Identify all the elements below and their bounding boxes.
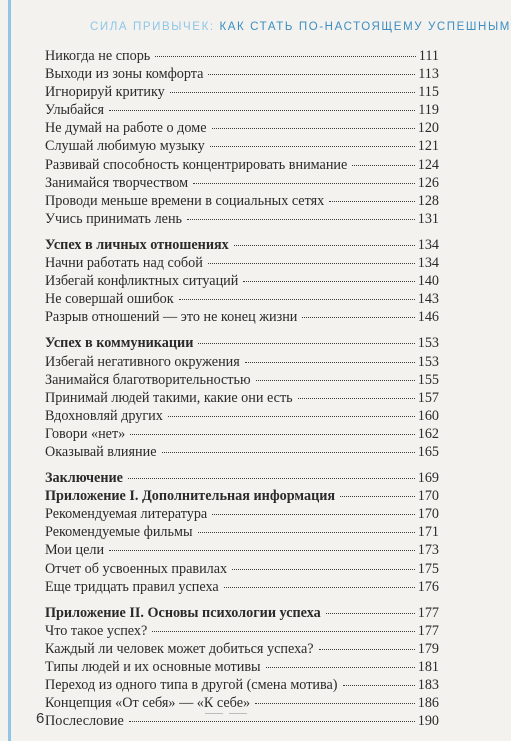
toc-entry-page: 153 <box>417 335 439 352</box>
toc-entry-page: 153 <box>417 353 439 370</box>
toc-entry <box>45 389 439 407</box>
toc-entry-title: Приложение II. Основы психологии успеха <box>45 604 321 621</box>
dot-leader <box>343 685 415 686</box>
dot-leader <box>302 317 414 318</box>
dot-leader <box>162 452 415 453</box>
toc-entry-title: Занимайся благотворительностью <box>45 371 251 388</box>
toc-entry-title: Приложение I. Дополнительная информация <box>45 488 336 505</box>
dot-leader <box>298 398 415 399</box>
toc-entry-page: 186 <box>417 695 439 712</box>
toc-entry <box>45 83 439 101</box>
toc-entry <box>45 254 439 272</box>
toc-entry <box>45 505 439 523</box>
toc-entry-page: 155 <box>417 371 439 388</box>
dot-leader <box>352 165 414 166</box>
toc-entry-title: Говори «нет» <box>45 425 126 442</box>
toc-entry-title: Не думай на работе о доме <box>45 120 207 137</box>
toc-entry-page: 119 <box>418 102 439 119</box>
toc-entry-page: 113 <box>418 66 439 83</box>
toc-entry-page: 170 <box>417 506 439 523</box>
toc-entry <box>45 676 439 694</box>
toc-entry-page: 115 <box>418 84 439 101</box>
dot-leader <box>155 56 416 57</box>
toc-entry-page: 177 <box>417 622 439 639</box>
toc-entry-title: Избегай негативного окружения <box>45 353 240 370</box>
toc-entry-title: Начни работать над собой <box>45 255 203 272</box>
toc-entry-page: 143 <box>417 291 439 308</box>
toc-entry-page: 171 <box>417 524 439 541</box>
dot-leader <box>256 380 415 381</box>
dot-leader <box>329 201 414 202</box>
toc-entry <box>45 308 439 326</box>
toc-entry-title: Выходи из зоны комфорта <box>45 66 204 83</box>
toc-entry-page: 131 <box>417 210 439 227</box>
toc-entry <box>45 658 439 676</box>
toc-entry <box>45 371 439 389</box>
toc-entry-title: Никогда не спорь <box>45 48 151 64</box>
toc-entry <box>45 156 439 174</box>
toc-entry-title: Заключение <box>45 470 123 487</box>
toc-entry-page: 134 <box>417 255 439 272</box>
toc-entry-title: Концепция «От себя» — «К себе» <box>45 695 251 712</box>
toc-entry-page: 140 <box>417 273 439 290</box>
toc-entry <box>45 640 439 658</box>
toc-entry <box>45 290 439 308</box>
spine-line <box>8 0 11 741</box>
toc-entry <box>45 712 439 730</box>
toc-entry <box>45 407 439 425</box>
toc-entry-page: 162 <box>417 425 439 442</box>
toc-entry <box>45 523 439 541</box>
dot-leader <box>255 703 415 704</box>
section-gap <box>45 596 439 604</box>
toc-entry-page: 128 <box>417 192 439 209</box>
toc-entry-page: 176 <box>417 578 439 595</box>
divider <box>205 713 223 714</box>
toc-entry <box>45 541 439 559</box>
dot-leader <box>234 245 415 246</box>
toc-entry <box>45 353 439 371</box>
toc-entry-page: 134 <box>417 236 439 253</box>
section-gap <box>45 228 439 236</box>
toc-entry-title: Переход из одного типа в другой (смена мотива) <box>45 677 338 694</box>
toc-entry-page: 175 <box>417 560 439 577</box>
page-number: 6 <box>36 710 45 727</box>
toc-entry-title: Слушай любимую музыку <box>45 138 205 155</box>
divider <box>229 713 247 714</box>
toc-entry-page: 124 <box>417 156 439 173</box>
toc-entry-title: Мои цели <box>45 542 105 559</box>
toc-entry-title: Улыбайся <box>45 102 104 119</box>
dot-leader <box>326 613 415 614</box>
dot-leader <box>232 569 415 570</box>
running-head <box>90 21 511 33</box>
dot-leader <box>130 434 414 435</box>
toc-entry-page: 169 <box>417 470 439 487</box>
toc-entry <box>45 192 439 210</box>
toc-entry-page: 165 <box>417 443 439 460</box>
dot-leader <box>179 299 415 300</box>
toc-entry-title: Не совершай ошибок <box>45 291 174 308</box>
dot-leader <box>266 667 415 668</box>
toc-entry <box>45 65 439 83</box>
dot-leader <box>187 219 415 220</box>
toc-entry <box>45 578 439 596</box>
dot-leader <box>168 416 415 417</box>
toc-entry-title: Рекомендуемая литература <box>45 506 208 523</box>
toc-entry-title: Послесловие <box>45 713 124 730</box>
toc-entry <box>45 137 439 155</box>
toc-entry-title: Рекомендуемые фильмы <box>45 524 193 541</box>
toc-section-heading <box>45 604 439 622</box>
dot-leader <box>170 92 415 93</box>
toc-entry <box>45 119 439 137</box>
toc-entry-title: Еще тридцать правил успеха <box>45 578 219 595</box>
toc-entry-page: 160 <box>417 407 439 424</box>
toc-entry-title: Вдохновляй других <box>45 407 163 424</box>
dot-leader <box>319 649 415 650</box>
toc-section-heading <box>45 236 439 254</box>
toc-entry-title: Избегай конфликтных ситуаций <box>45 273 239 290</box>
dot-leader <box>128 478 415 479</box>
toc-entry-page: 121 <box>417 138 439 155</box>
toc-entry <box>45 443 439 461</box>
toc-entry-title: Каждый ли человек может добиться успеха? <box>45 640 314 657</box>
book-title: СИЛА ПРИВЫЧЕК: <box>90 21 215 33</box>
toc-entry-page: 111 <box>418 48 439 64</box>
toc-entry-title: Оказывай влияние <box>45 443 157 460</box>
toc-section-heading <box>45 487 439 505</box>
dot-leader <box>210 146 415 147</box>
toc-entry-title: Успех в личных отношениях <box>45 236 229 253</box>
toc-entry-title: Развивай способность концентрировать внимание <box>45 156 348 173</box>
toc-entry-title: Занимайся творчеством <box>45 174 189 191</box>
dot-leader <box>152 631 414 632</box>
toc-entry <box>45 272 439 290</box>
toc-entry-title: Отчет об усвоенных правилах <box>45 560 228 577</box>
toc-entry <box>45 560 439 578</box>
table-of-contents <box>45 47 439 730</box>
toc-entry-page: 120 <box>417 120 439 137</box>
dot-leader <box>340 496 415 497</box>
toc-entry-title: Успех в коммуникации <box>45 335 194 352</box>
toc-entry-page: 170 <box>417 488 439 505</box>
toc-entry-page: 126 <box>417 174 439 191</box>
toc-entry <box>45 101 439 119</box>
toc-entry-page: 173 <box>417 542 439 559</box>
section-gap <box>45 461 439 469</box>
toc-entry-page: 146 <box>417 309 439 326</box>
toc-entry <box>45 210 439 228</box>
dot-leader <box>198 343 414 344</box>
toc-entry-title: Игнорируй критику <box>45 84 165 101</box>
toc-entry-title: Проводи меньше времени в социальных сетях <box>45 192 325 209</box>
toc-entry <box>45 174 439 192</box>
dot-leader <box>109 550 415 551</box>
toc-entry-page: 177 <box>417 604 439 621</box>
toc-entry-title: Учись принимать лень <box>45 210 183 227</box>
toc-entry <box>45 622 439 640</box>
dot-leader <box>208 263 415 264</box>
dot-leader <box>212 514 414 515</box>
toc-entry-title: Типы людей и их основные мотивы <box>45 659 261 675</box>
toc-entry <box>45 425 439 443</box>
toc-entry-page: 157 <box>417 389 439 406</box>
dot-leader <box>193 183 415 184</box>
toc-entry-title: Принимай людей такими, какие они есть <box>45 389 293 406</box>
toc-entry <box>45 47 439 65</box>
toc-entry-title: Что такое успех? <box>45 622 148 639</box>
book-subtitle: КАК СТАТЬ ПО-НАСТОЯЩЕМУ УСПЕШНЫМ <box>219 21 511 33</box>
toc-entry-page: 179 <box>417 640 439 657</box>
toc-entry-title: Разрыв отношений — это не конец жизни <box>45 309 298 326</box>
dot-leader <box>243 281 414 282</box>
toc-entry <box>45 694 439 712</box>
toc-section-heading <box>45 334 439 352</box>
toc-section-heading <box>45 469 439 487</box>
dot-leader <box>224 587 415 588</box>
dot-leader <box>198 532 415 533</box>
section-gap <box>45 326 439 334</box>
dot-leader <box>208 74 415 75</box>
toc-entry-page: 181 <box>417 659 439 675</box>
dot-leader <box>245 362 415 363</box>
dot-leader <box>212 128 415 129</box>
toc-entry-page: 183 <box>417 677 439 694</box>
dot-leader <box>129 721 415 722</box>
dot-leader <box>109 110 415 111</box>
toc-entry-page: 190 <box>417 713 439 730</box>
